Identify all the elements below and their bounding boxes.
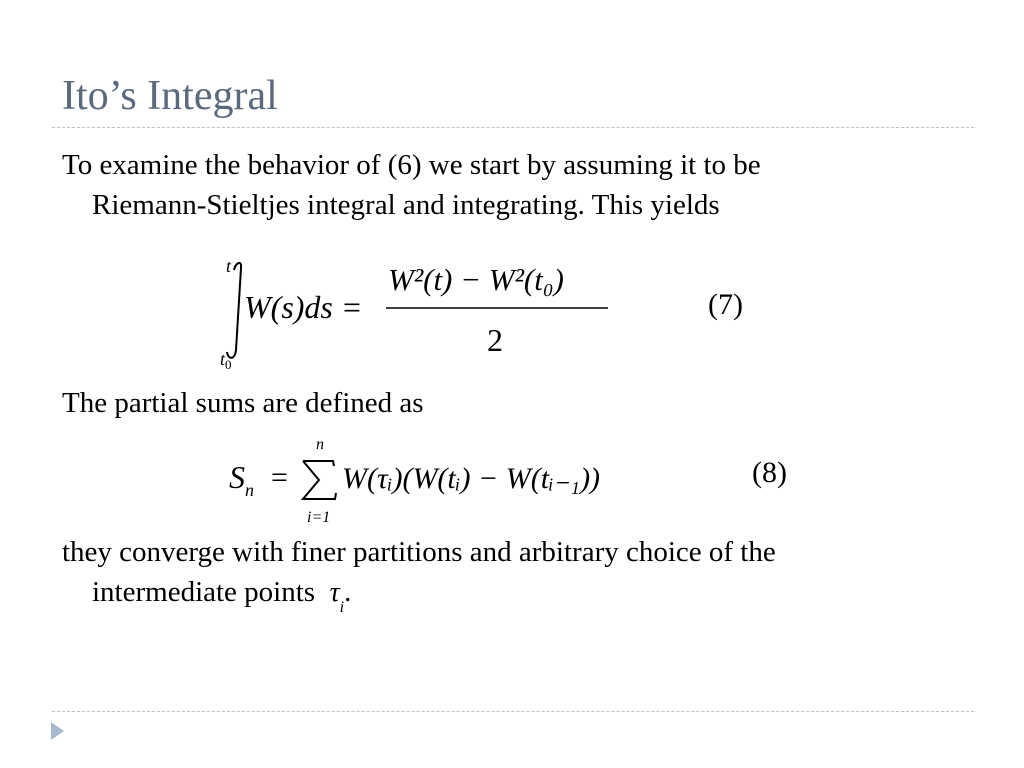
sum-upper-limit: n (316, 436, 324, 453)
intermediate-points-text: intermediate points (92, 576, 316, 608)
equation-7-formula (210, 252, 630, 372)
title-divider (52, 127, 974, 128)
integral-sign-icon (227, 263, 241, 358)
fraction-numerator: W²(t) − W²(t₀) (388, 262, 564, 297)
summation-icon (303, 461, 336, 499)
footer-divider (52, 711, 974, 712)
paragraph-intro-line1: To examine the behavior of (6) we start by assuming it to be (62, 149, 761, 181)
equation-8-number: (8) (752, 456, 787, 489)
paragraph-partial-sums: The partial sums are defined as (62, 387, 424, 419)
paragraph-intro (62, 145, 942, 225)
fraction-denominator: 2 (487, 322, 503, 358)
tau-symbol: $\tau_i$ (329, 577, 345, 616)
paragraph-convergence-line2 (62, 572, 962, 624)
sentence-period: . (344, 576, 352, 608)
equation-7-number: (7) (708, 288, 743, 321)
paragraph-convergence (62, 532, 962, 624)
equation-8-formula (225, 435, 685, 530)
triangle-right-icon (51, 722, 64, 740)
sum-lower-limit: i=1 (307, 509, 331, 526)
sum-body: W(τᵢ)(W(tᵢ) − W(tᵢ₋₁)) (342, 462, 601, 495)
integral-lower-limit: $t_0$ (220, 349, 232, 372)
paragraph-intro-line2: Riemann-Stieltjes integral and integrating. This yields (92, 189, 720, 221)
slide-title: Ito’s Integral (62, 73, 278, 119)
paragraph-convergence-line1: they converge with finer partitions and arbitrary choice of the (62, 536, 776, 568)
equals-sign: = (271, 461, 288, 494)
integral-upper-limit: t (226, 256, 232, 276)
sum-lhs: $S_n$ (229, 459, 254, 500)
integrand: W(s)ds = (244, 289, 363, 325)
